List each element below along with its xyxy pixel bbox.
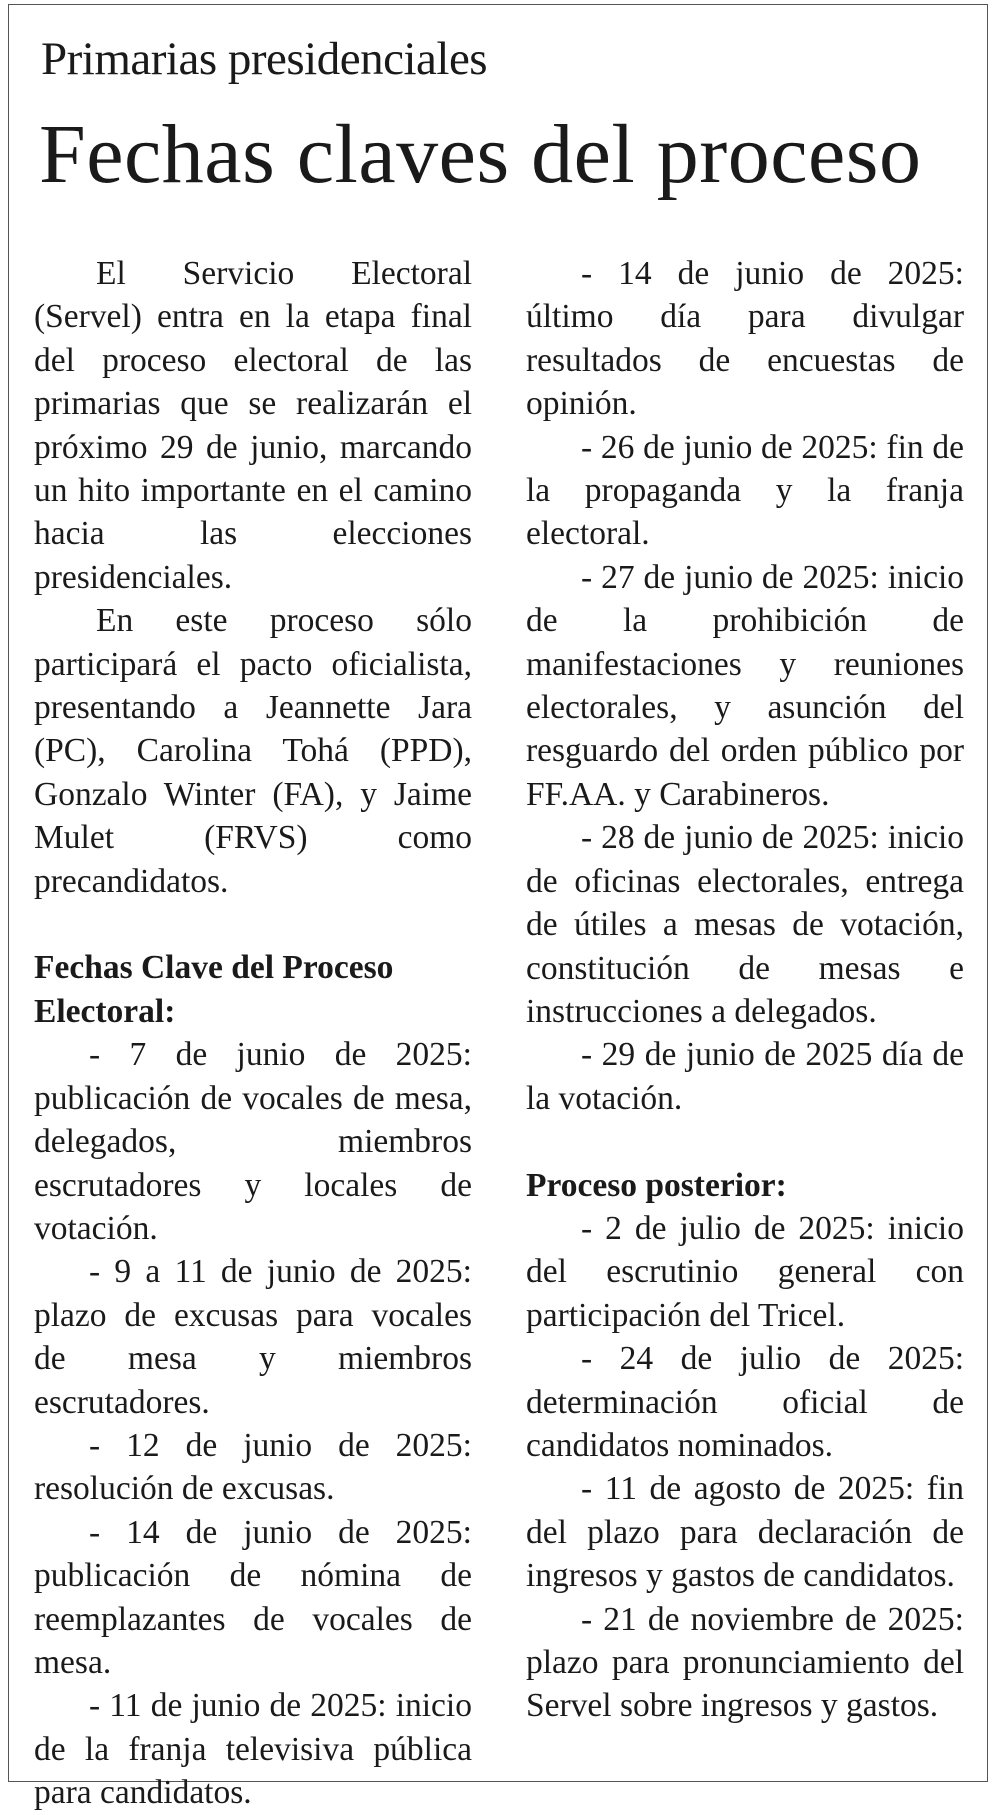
intro-paragraph: El Servicio Electoral (Servel) entra en la etapa final del proceso electoral de las primarias que se realizarán el próximo 29 de junio, marcando un hito importante en el camino hacia las elecciones presidenciales. <box>34 255 472 596</box>
date-item: - 28 de junio de 2025: inicio de oficinas electorales, entrega de útiles a mesas de votación, constitución de mesas e instrucciones a delegados. <box>526 819 964 1030</box>
column-left <box>34 252 472 1815</box>
date-item: - 14 de junio de 2025: último día para divulgar resultados de encuestas de opinión. <box>526 255 964 423</box>
date-item: - 24 de julio de 2025: determinación oficial de candidatos nominados. <box>526 1340 964 1464</box>
column-right <box>526 252 964 1728</box>
date-item: - 12 de junio de 2025: resolución de excusas. <box>34 1426 472 1508</box>
date-item: - 9 a 11 de junio de 2025: plazo de excusas para vocales de mesa y miembros escrutadores. <box>34 1253 472 1421</box>
intro-paragraph: En este proceso sólo participará el pacto oficialista, presentando a Jeannette Jara (PC), Carolina Tohá (PPD), Gonzalo Winter (FA), y Jaime Mulet (FRVS) como precandidatos. <box>34 602 472 900</box>
date-item: - 29 de junio de 2025 día de la votación. <box>526 1036 964 1117</box>
date-item: - 11 de junio de 2025: inicio de la franja televisiva pública para candidatos. <box>34 1687 472 1812</box>
date-item: - 26 de junio de 2025: fin de la propaganda y la franja electoral. <box>526 428 964 553</box>
kicker: Primarias presidenciales <box>41 33 488 85</box>
section-heading-posterior: Proceso posterior: <box>526 1166 787 1204</box>
date-item: - 7 de junio de 2025: publicación de vocales de mesa, delegados, miembros escrutadores y locales de votación. <box>34 1036 472 1247</box>
headline: Fechas claves del proceso <box>39 108 922 201</box>
date-item: - 14 de junio de 2025: publicación de nómina de reemplazantes de vocales de mesa. <box>34 1513 472 1681</box>
date-item: - 21 de noviembre de 2025: plazo para pronunciamiento del Servel sobre ingresos y gastos. <box>526 1600 964 1725</box>
date-item: - 27 de junio de 2025: inicio de la prohibición de manifestaciones y reuniones electorales, y asunción del resguardo del orden público por FF.AA. y Carabineros. <box>526 558 964 813</box>
date-item: - 2 de julio de 2025: inicio del escrutinio general con participación del Tricel. <box>526 1209 964 1334</box>
date-item: - 11 de agosto de 2025: fin del plazo para declaración de ingresos y gastos de candidatos. <box>526 1470 964 1595</box>
section-heading-electoral: Fechas Clave del Proceso Electoral: <box>34 949 394 1030</box>
